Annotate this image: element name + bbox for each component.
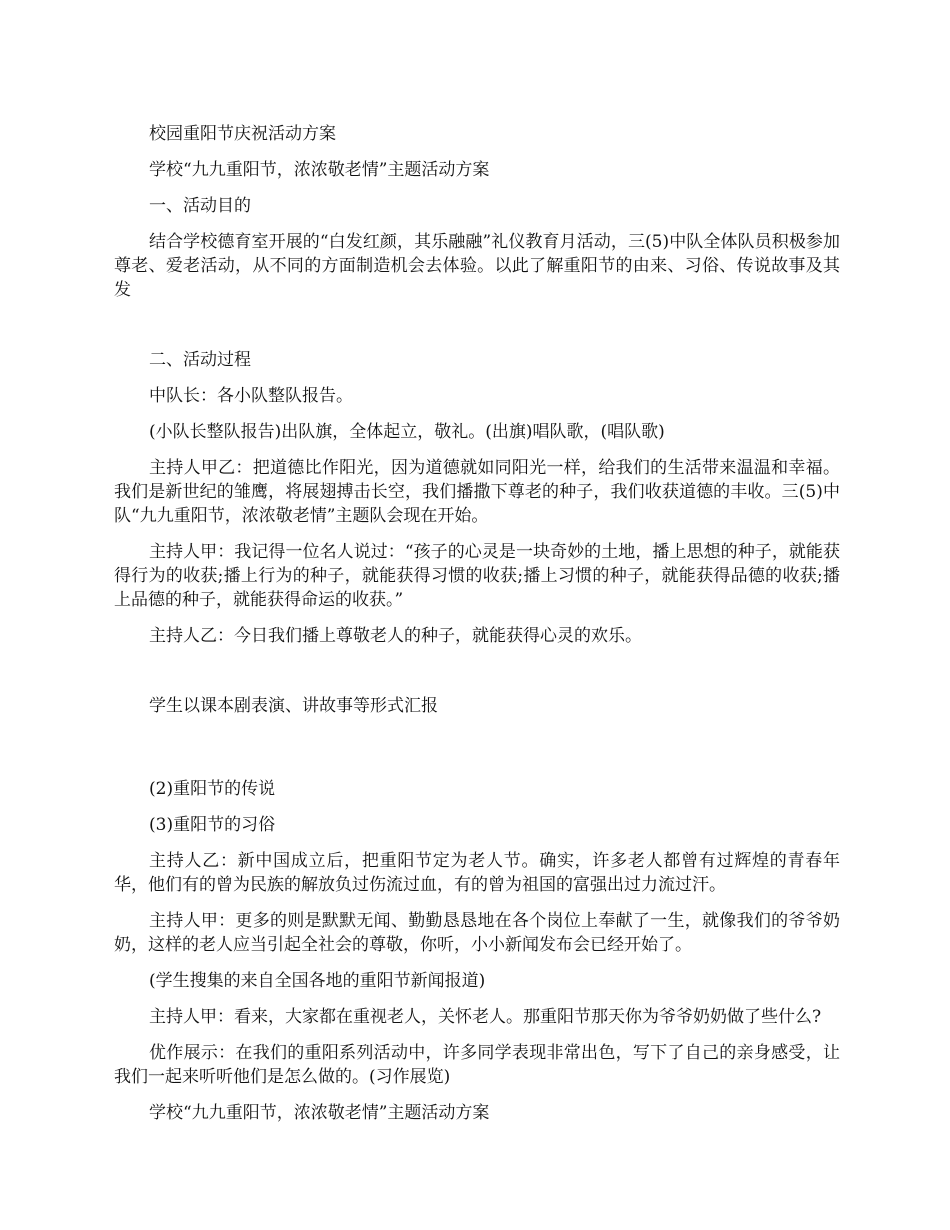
paragraph: 优作展示：在我们的重阳系列活动中，许多同学表现非常出色，写下了自己的亲身感受，让我们一起来听听他们是怎么做的。(习作展览) xyxy=(114,1043,840,1087)
paragraph: 主持人乙：今日我们播上尊敬老人的种子，就能获得心灵的欢乐。 xyxy=(149,626,642,646)
section-heading-purpose: 一、活动目的 xyxy=(149,196,251,216)
paragraph: 主持人甲：我记得一位名人说过：“孩子的心灵是一块奇妙的土地，播上思想的种子，就能获得行为的收获;播上行为的种子，就能获得习惯的收获;播上习惯的种子，就能获得品德的收获;播上品德的种子，就能获得命运的收获。” xyxy=(114,542,840,610)
paragraph: 学校“九九重阳节，浓浓敬老情”主题活动方案 xyxy=(149,1103,490,1123)
document-title: 校园重阳节庆祝活动方案 xyxy=(149,124,336,144)
paragraph: 主持人乙：新中国成立后，把重阳节定为老人节。确实，许多老人都曾有过辉煌的青春年华，他们有的曾为民族的解放负过伤流过血，有的曾为祖国的富强出过力流过汗。 xyxy=(114,851,840,895)
paragraph: 主持人甲：看来，大家都在重视老人，关怀老人。那重阳节那天你为爷爷奶奶做了些什么? xyxy=(149,1007,822,1027)
blank-space xyxy=(114,314,840,348)
paragraph: (学生搜集的来自全国各地的重阳节新闻报道) xyxy=(149,971,486,991)
paragraph: 主持人甲：更多的则是默默无闻、勤勤恳恳地在各个岗位上奉献了一生，就像我们的爷爷奶奶，这样的老人应当引起全社会的尊敬，你听，小小新闻发布会已经开始了。 xyxy=(114,911,840,955)
paragraph: 学生以课本剧表演、讲故事等形式汇报 xyxy=(149,696,438,716)
paragraph: (小队长整队报告)出队旗，全体起立，敬礼。(出旗)唱队歌，(唱队歌) xyxy=(149,422,665,442)
paragraph-purpose: 结合学校德育室开展的“白发红颜，其乐融融”礼仪教育月活动，三(5)中队全体队员积极参加尊老、爱老活动，从不同的方面制造机会去体验。以此了解重阳节的由来、习俗、传说故事及其发 xyxy=(114,232,840,300)
paragraph: 中队长：各小队整队报告。 xyxy=(149,386,353,406)
document-body xyxy=(114,122,840,1137)
paragraph: (2)重阳节的传说 xyxy=(149,779,276,799)
blank-space xyxy=(114,660,840,694)
blank-space xyxy=(114,730,840,777)
paragraph: (3)重阳节的习俗 xyxy=(149,815,276,835)
section-heading-process: 二、活动过程 xyxy=(149,350,251,370)
paragraph: 主持人甲乙：把道德比作阳光，因为道德就如同阳光一样，给我们的生活带来温温和幸福。我们是新世纪的雏鹰，将展翅搏击长空，我们播撒下尊老的种子，我们收获道德的丰收。三(5)中队“九九重阳节，浓浓敬老情”主题队会现在开始。 xyxy=(114,458,840,526)
document-subtitle: 学校“九九重阳节，浓浓敬老情”主题活动方案 xyxy=(149,160,490,180)
